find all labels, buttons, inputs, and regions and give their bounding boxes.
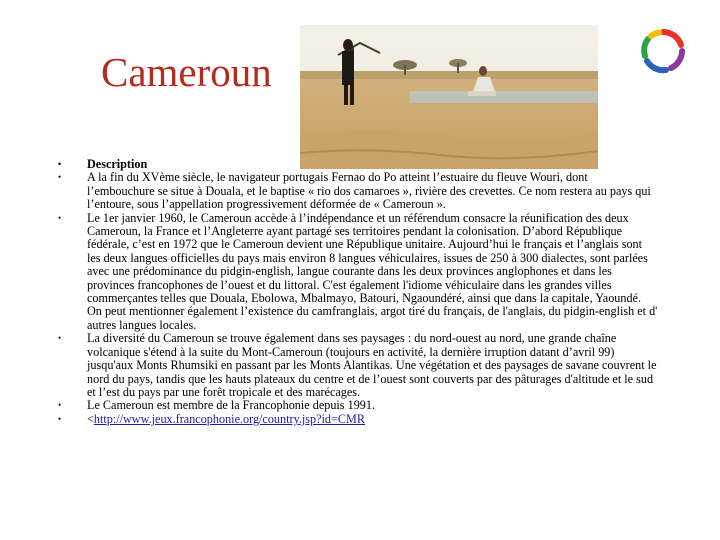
list-item xyxy=(58,158,658,171)
bullet-icon: • xyxy=(58,400,62,411)
francophonie-ring-logo xyxy=(640,28,686,74)
list-item-text: Le 1er janvier 1960, le Cameroun accède à l’indépendance et un référendum consacre la réunification des deux Cameroun, la France et l’Angleterre ayant partagé ses territoires pendant la colonisation. D’abord République fédérale, c’est en 1972 que le Cameroun devient une République unitaire. Aujourd’hui le français et l’anglais sont les deux langues officielles du pays mais environ 8 langues véhiculaires, issues de 250 à 300 dialectes, sont parlées avec une prédominance du pidgin-english, langue courante dans les deux provinces anglophones et dans les provinces francophones de l’ouest et du littoral. C'est également l'idiome véhiculaire dans les grandes villes commerçantes telles que Douala, Ebolowa, Mbalmayo, Batouri, Ngaoundéré, ainsi que dans la capitale, Yaoundé. On peut mentionner également l’existence du camfranglais, argot tiré du français, de l'anglais, du pidgin-english et d' autres langues locales. xyxy=(87,210,658,332)
list-item-text: Le Cameroun est membre de la Francophonie depuis 1991. xyxy=(87,398,376,413)
list-item xyxy=(58,171,658,211)
list-item xyxy=(58,332,658,399)
list-item-text: A la fin du XVème siècle, le navigateur portugais Fernao do Po atteint l’estuaire du fleuve Wouri, dont l’embouchure se situe à Douala, et le baptise « rio dos camaroes », rivière des crevettes. Ce nom restera au pays qui l’entoure, sous l’appellation progressivement déformée de « Cameroun ». xyxy=(87,170,651,212)
list-item-text: La diversité du Cameroun se trouve également dans ses paysages : du nord-ouest au nord, une grande chaîne volcanique s'étend à la suite du Mont-Cameroun (toujours en activité, la dernière irruption datant d’avril 99) jusqu'aux Monts Rhumsiki en passant par les Monts Alantikas. Une végétation et des paysages de savane couvrent le nord du pays, tandis que les hauts plateaux du centre et de l’ouest sont couverts par des pâturages d'altitude et le sud et l’est du pays par une forêt tropicale et des marécages. xyxy=(87,331,657,399)
bullet-icon: • xyxy=(58,159,62,169)
landscape-photo xyxy=(300,25,598,169)
bullet-icon: • xyxy=(58,212,62,223)
bullet-icon: • xyxy=(58,333,62,344)
bullet-list xyxy=(58,158,658,426)
slide-title: Cameroun xyxy=(101,49,272,95)
list-item xyxy=(58,413,658,426)
list-item xyxy=(58,212,658,333)
bullet-icon: • xyxy=(58,413,62,424)
bullet-icon: • xyxy=(58,172,62,183)
list-item-text: Description xyxy=(87,157,148,171)
list-item xyxy=(58,399,658,412)
link-prefix: < xyxy=(87,411,94,426)
francophonie-link[interactable]: http://www.jeux.francophonie.org/country.jsp?id=CMR xyxy=(93,411,365,426)
